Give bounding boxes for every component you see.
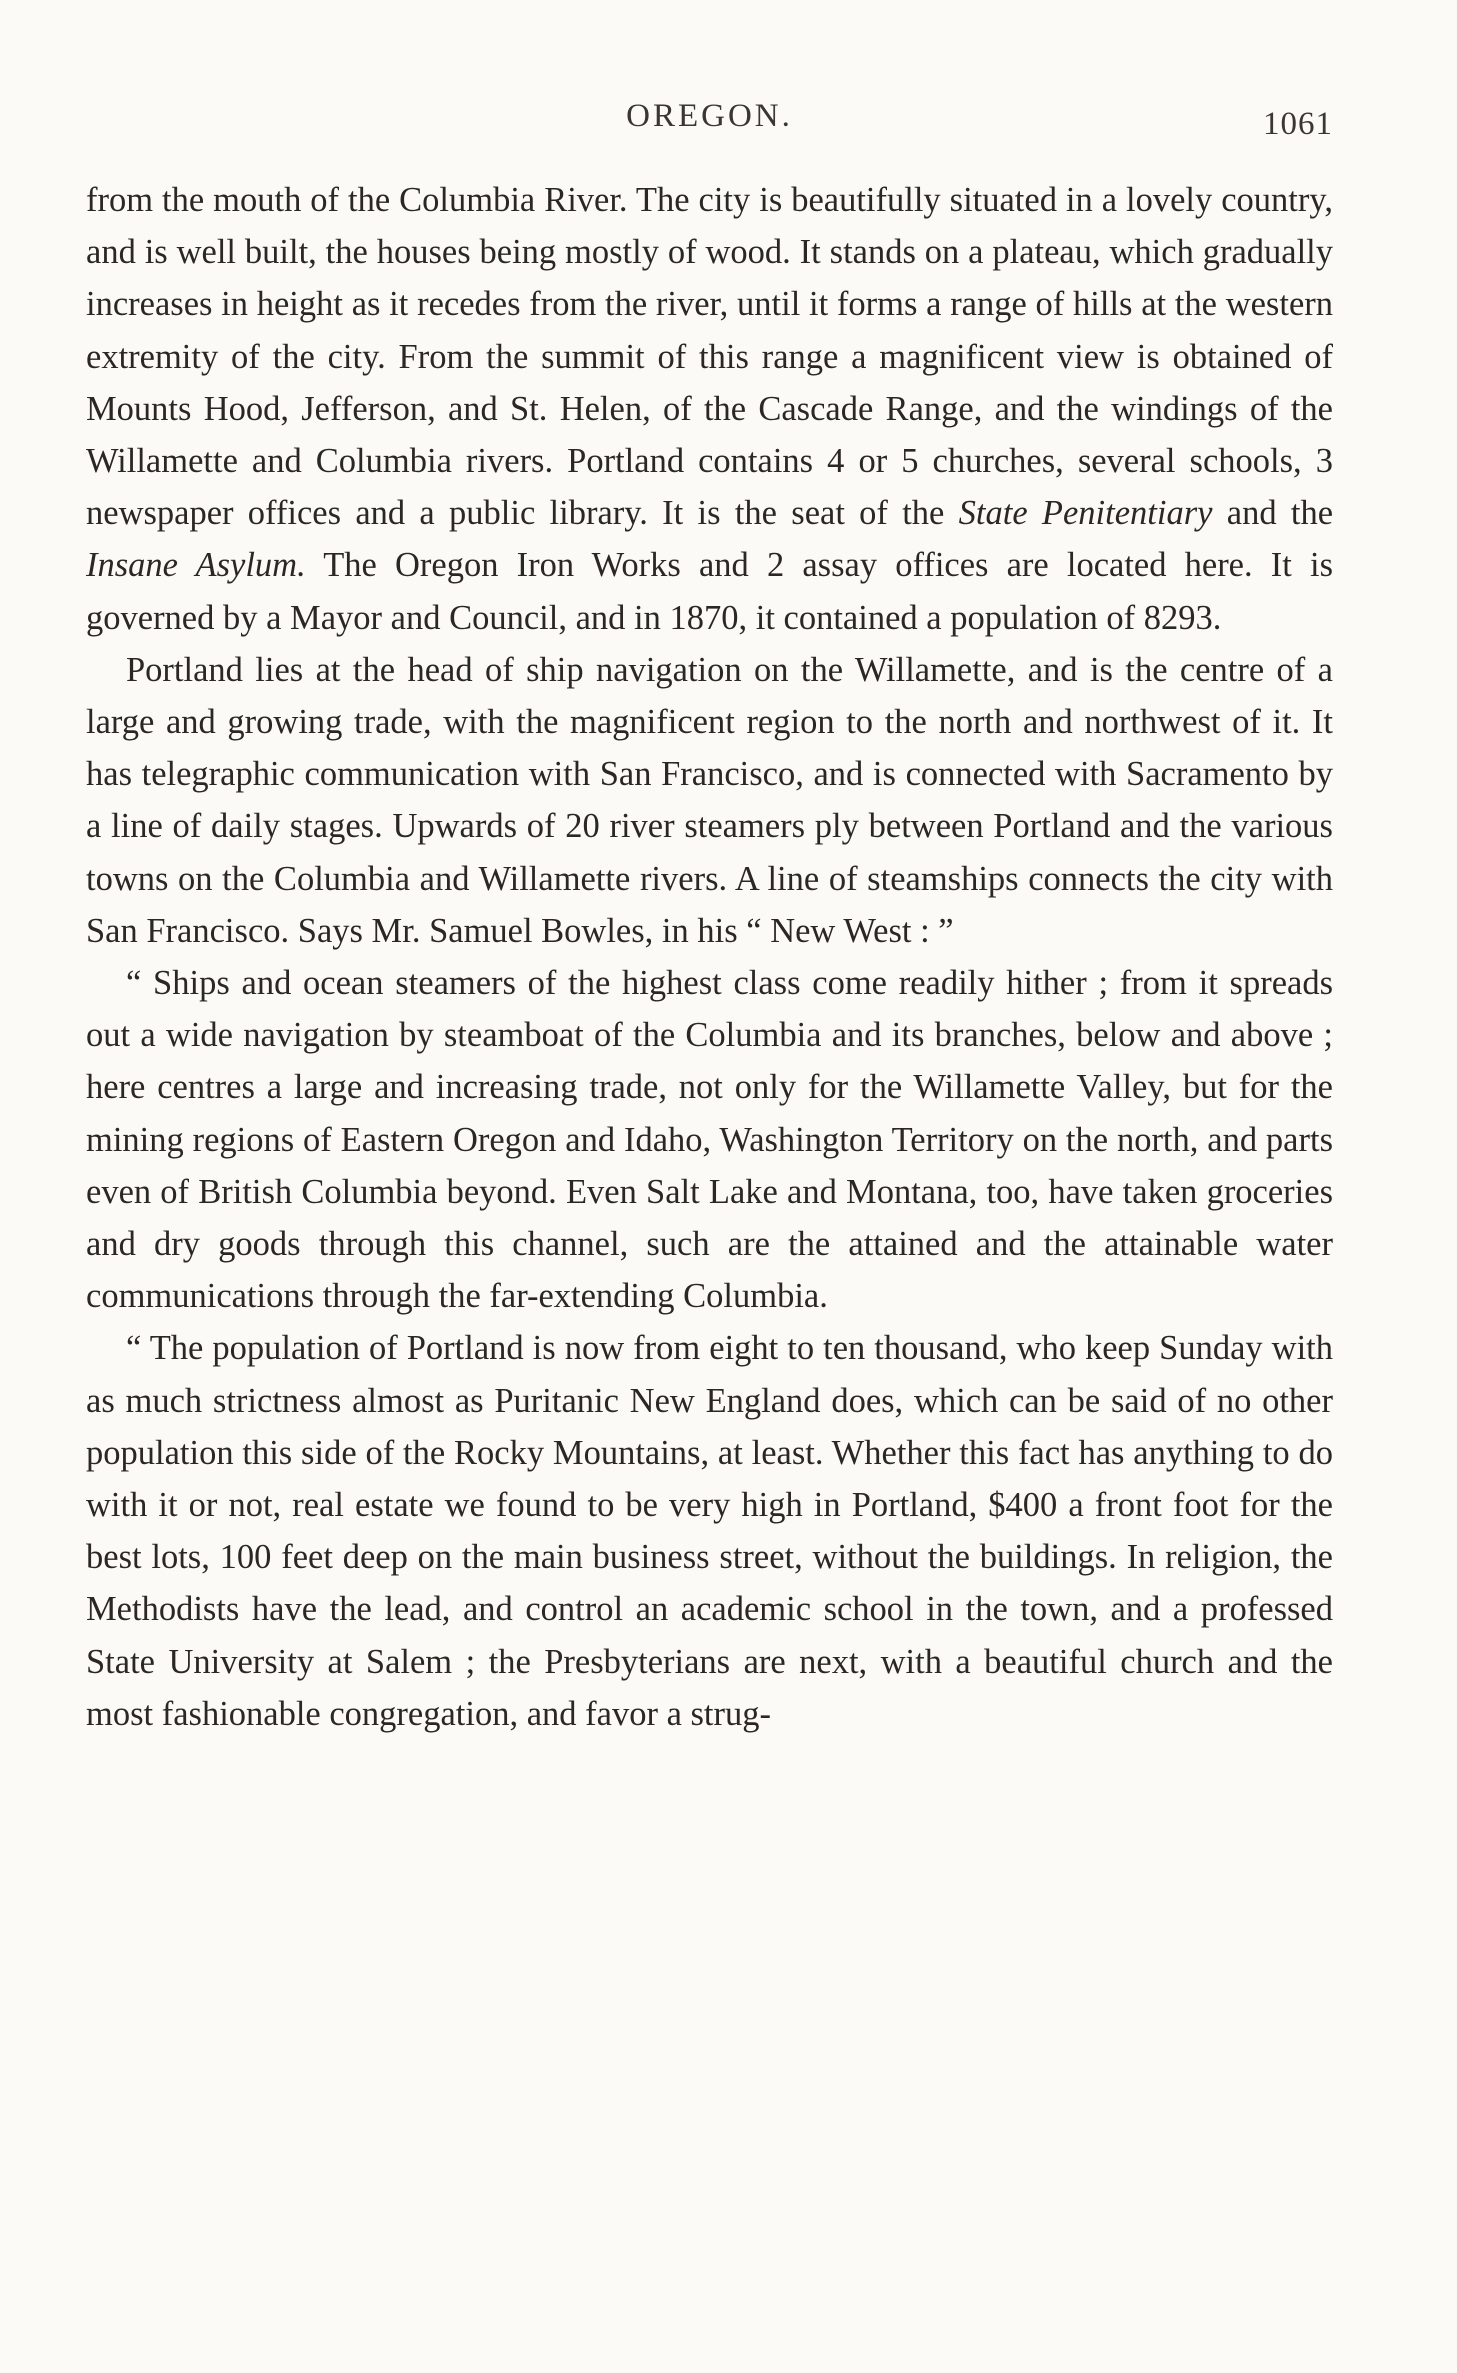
text-run: “ Ships and ocean steamers of the highest class come readily hither ; from it spreads out a wide navigation by steamboat of the Columbia and its branches, below and above ; here centres a large and increasing trade, not only for the Willamette Valley, but for the mining regions of Eastern Oregon and Idaho, Washington Territory on the north, and parts even of British Columbia beyond. Even Salt Lake and Montana, too, have taken groceries and dry goods through this channel, such are the attained and the attainable water communications through the far-extending Columbia. [86,964,1333,1316]
text-run: “ The population of Portland is now from eight to ten thousand, who keep Sunday with as much strictness almost as Puritanic New England does, which can be said of no other population this side of the Rocky Mountains, at least. Whether this fact has anything to do with it or not, real estate we found to be very high in Portland, $400 a front foot for the best lots, 100 feet deep on the main business street, without the buildings. In religion, the Methodists have the lead, and control an academic school in the town, and a professed State University at Salem ; the Presbyterians are next, with a beautiful church and the most fashionable congregation, and favor a strug- [86,1329,1333,1733]
text-run: Portland lies at the head of ship navigation on the Willamette, and is the centre of a large and growing trade, with the magnificent region to the north and northwest of it. It has telegraphic communication with San Francisco, and is connected with Sacramento by a line of daily stages. Upwards of 20 river steamers ply between Portland and the various towns on the Columbia and Willamette rivers. A line of steamships connects the city with San Francisco. Says Mr. Samuel Bowles, in his “ New West : ” [86,650,1333,950]
running-title: OREGON. [626,98,793,134]
paragraph [86,174,1333,644]
page-number: 1061 [1263,106,1333,142]
paragraph [86,644,1333,957]
paragraph [86,1322,1333,1740]
text-run: and the [1212,494,1334,533]
italic-text-run: State Penitentiary [958,494,1213,533]
paragraph [86,957,1333,1322]
italic-text-run: Insane Asylum. [86,546,306,585]
running-head [86,98,1333,148]
text-run: from the mouth of the Columbia River. The city is beautifully situated in a lovely country, and is well built, the houses being mostly of wood. It stands on a plateau, which gradually increases in height as it recedes from the river, until it forms a range of hills at the western extremity of the city. From the summit of this range a magnificent view is obtained of Mounts Hood, Jefferson, and St. Helen, of the Cascade Range, and the windings of the Willamette and Columbia rivers. Portland contains 4 or 5 churches, several schools, 3 newspaper offices and a public library. It is the seat of the [86,181,1333,533]
text-run: The Oregon Iron Works and 2 assay offices are located here. It is governed by a Mayor and Council, and in 1870, it contained a population of 8293. [86,546,1333,637]
body-text [86,174,1333,1740]
